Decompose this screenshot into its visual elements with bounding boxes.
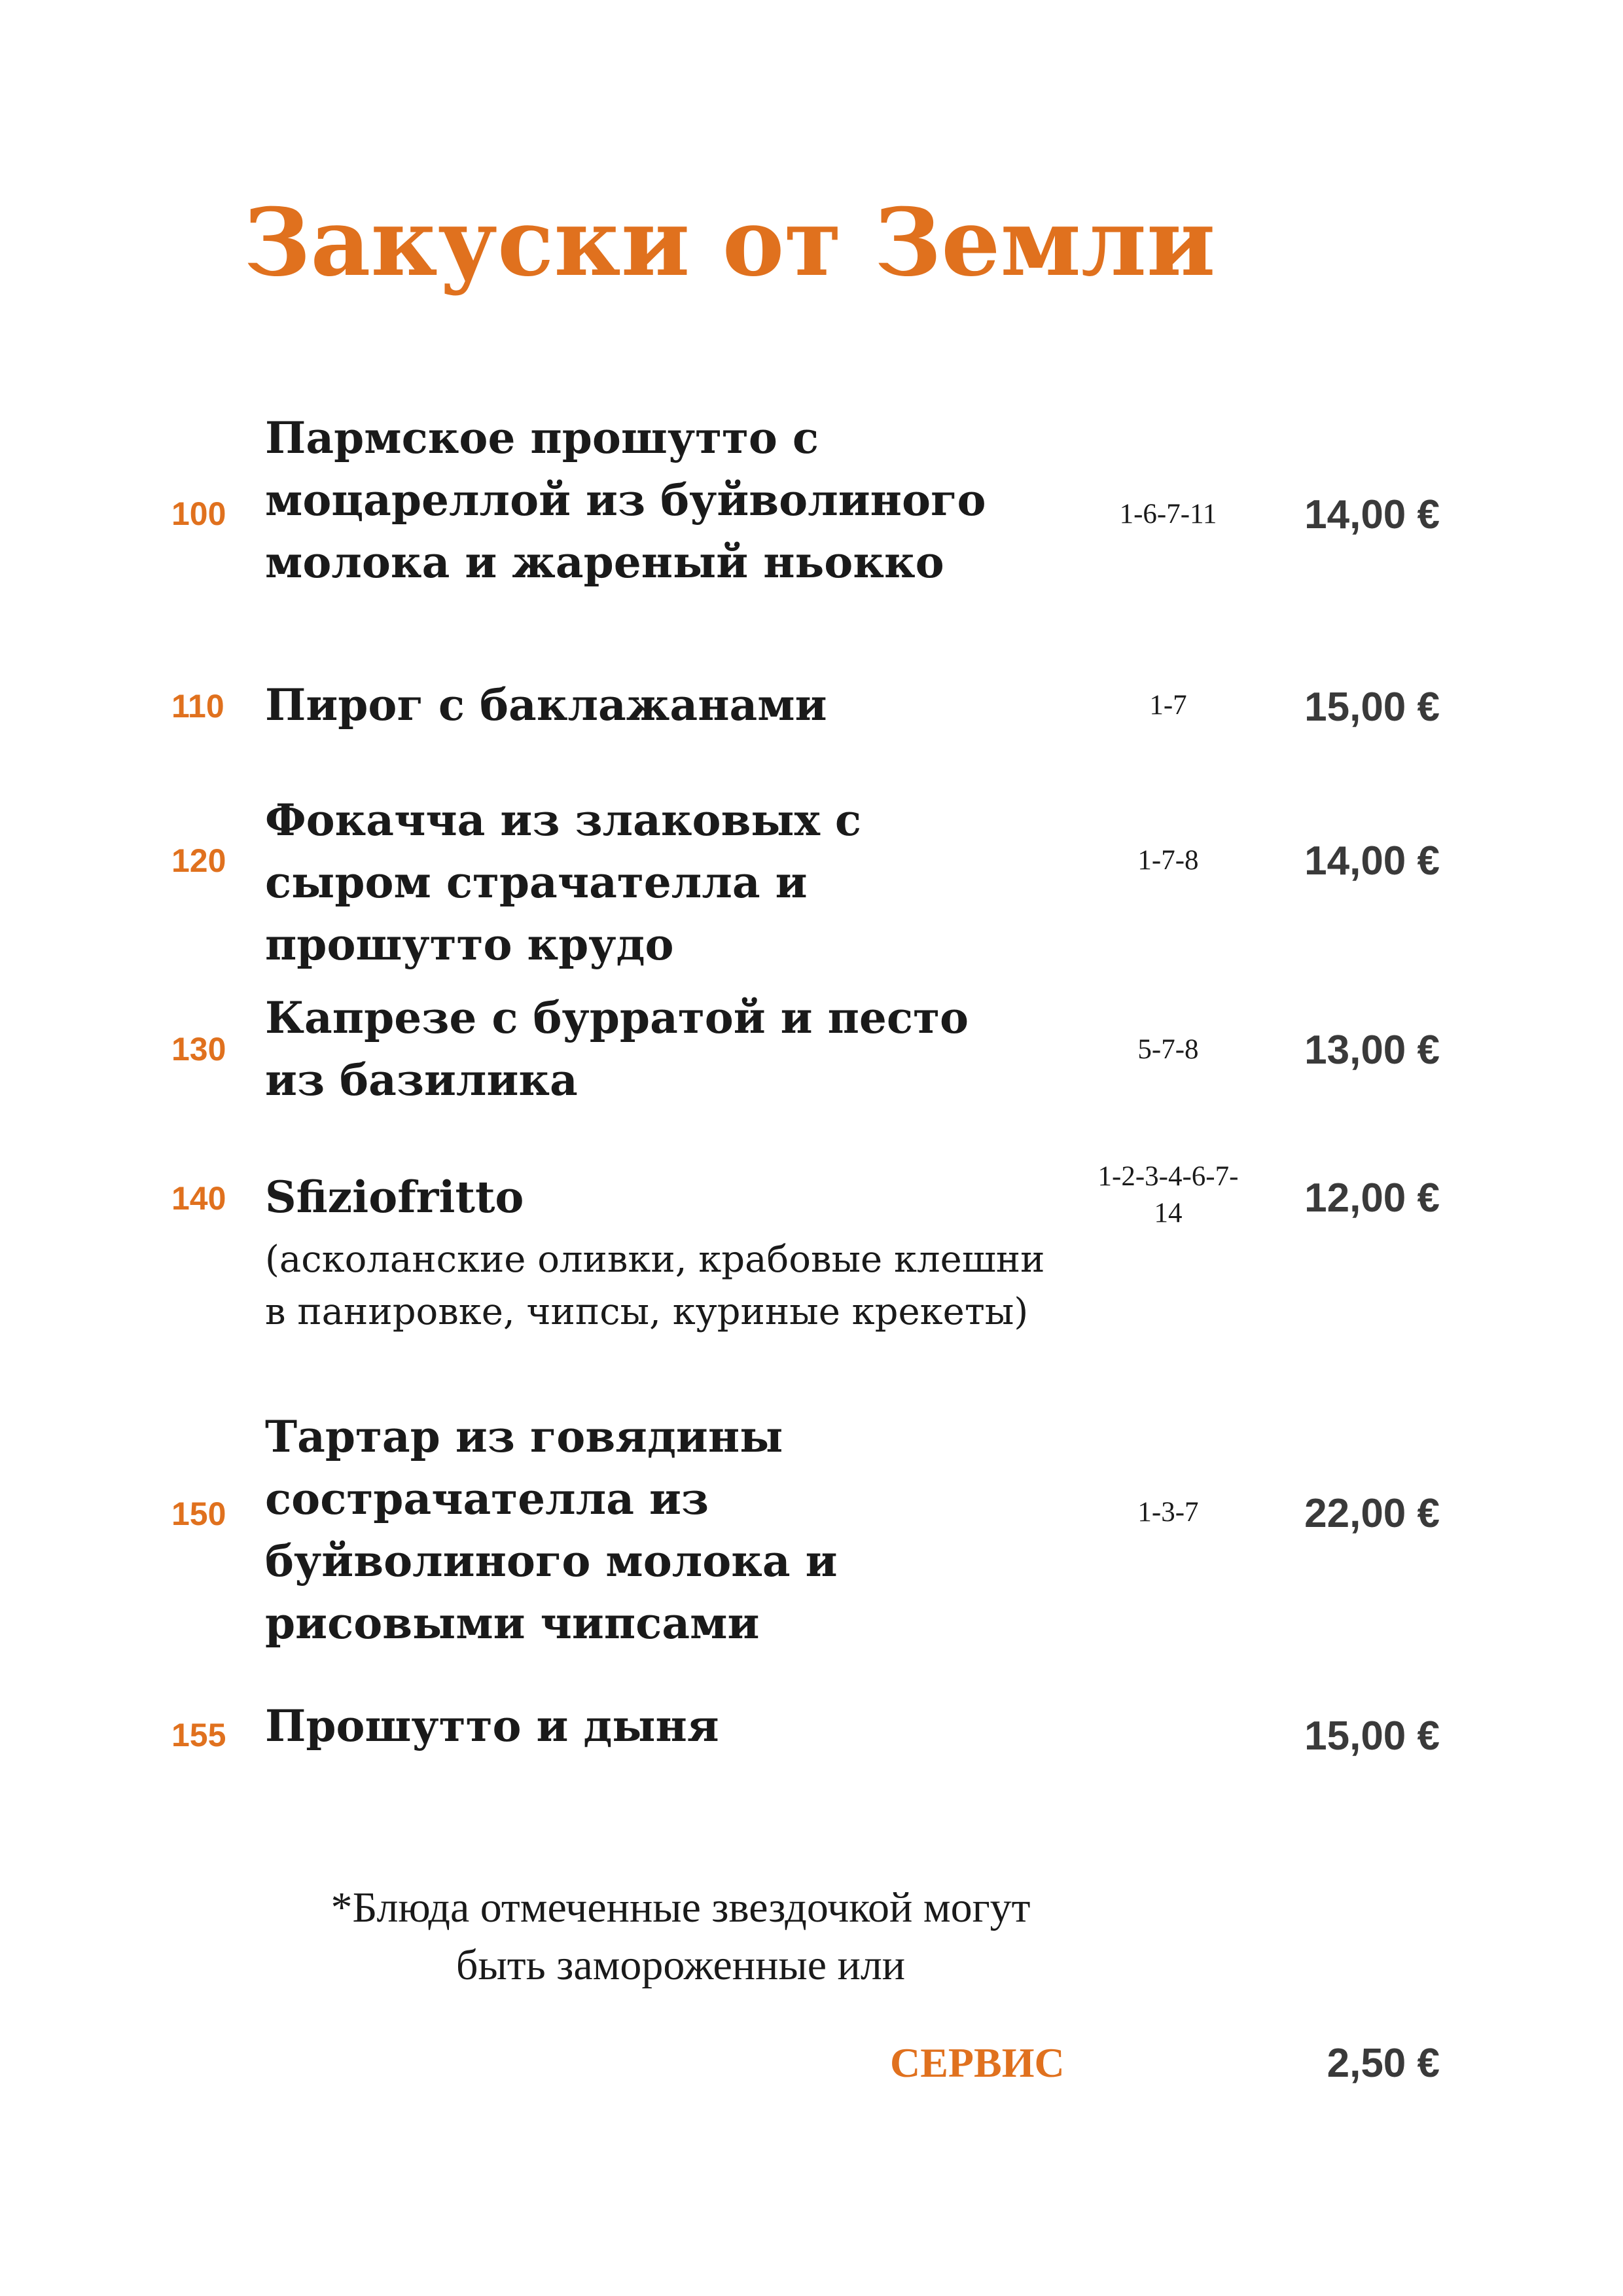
item-allergens: 1-2-3-4-6-7-14 [1097, 1161, 1239, 1229]
item-code: 100 [171, 495, 226, 532]
item-price: 15,00 € [1304, 685, 1440, 730]
item-price: 12,00 € [1304, 1175, 1440, 1221]
item-name: Прошутто и дыня [265, 1700, 719, 1751]
service-label: СЕРВИС [890, 2039, 1065, 2086]
item-allergens: 1-7-8 [1137, 845, 1199, 876]
page-title: Закуски от Земли [243, 188, 1216, 297]
footnote: *Блюда отмеченные звездочкой могут быть замороженные или [330, 1884, 1031, 1989]
item-code: 120 [171, 842, 226, 879]
item-name: Пирог с баклажанами [265, 679, 827, 730]
item-price: 14,00 € [1304, 492, 1440, 537]
item-allergens: 1-3-7 [1137, 1497, 1199, 1528]
item-allergens: 5-7-8 [1137, 1034, 1199, 1065]
item-code: 110 [171, 688, 224, 725]
item-name: Sfiziofritto [265, 1172, 524, 1223]
item-price: 15,00 € [1304, 1713, 1440, 1759]
item-code: 130 [171, 1031, 226, 1067]
item-name: Капрезе с бурратой и песто из базилика [265, 992, 969, 1105]
item-name: Пармское прошутто с моцареллой из буйволиного молока и жареный ньокко [265, 412, 986, 588]
item-price: 14,00 € [1304, 838, 1440, 884]
item-allergens: 1-7 [1149, 690, 1187, 721]
item-code: 150 [171, 1496, 226, 1532]
item-price: 22,00 € [1304, 1491, 1440, 1536]
item-code: 155 [171, 1717, 226, 1753]
service-price: 2,50 € [1327, 2041, 1440, 2086]
item-name: Тартар из говядины сострачателла из буйволиного молока и рисовыми чипсами [265, 1411, 838, 1649]
item-name: Фокачча из злаковых с сыром страчателла и прошутто крудо [265, 795, 862, 970]
item-allergens: 1-6-7-11 [1119, 499, 1217, 529]
item-code: 140 [171, 1180, 226, 1217]
item-description: (асколанские оливки, крабовые клешни в панировке, чипсы, куриные крекеты) [265, 1238, 1045, 1333]
item-price: 13,00 € [1304, 1028, 1440, 1073]
